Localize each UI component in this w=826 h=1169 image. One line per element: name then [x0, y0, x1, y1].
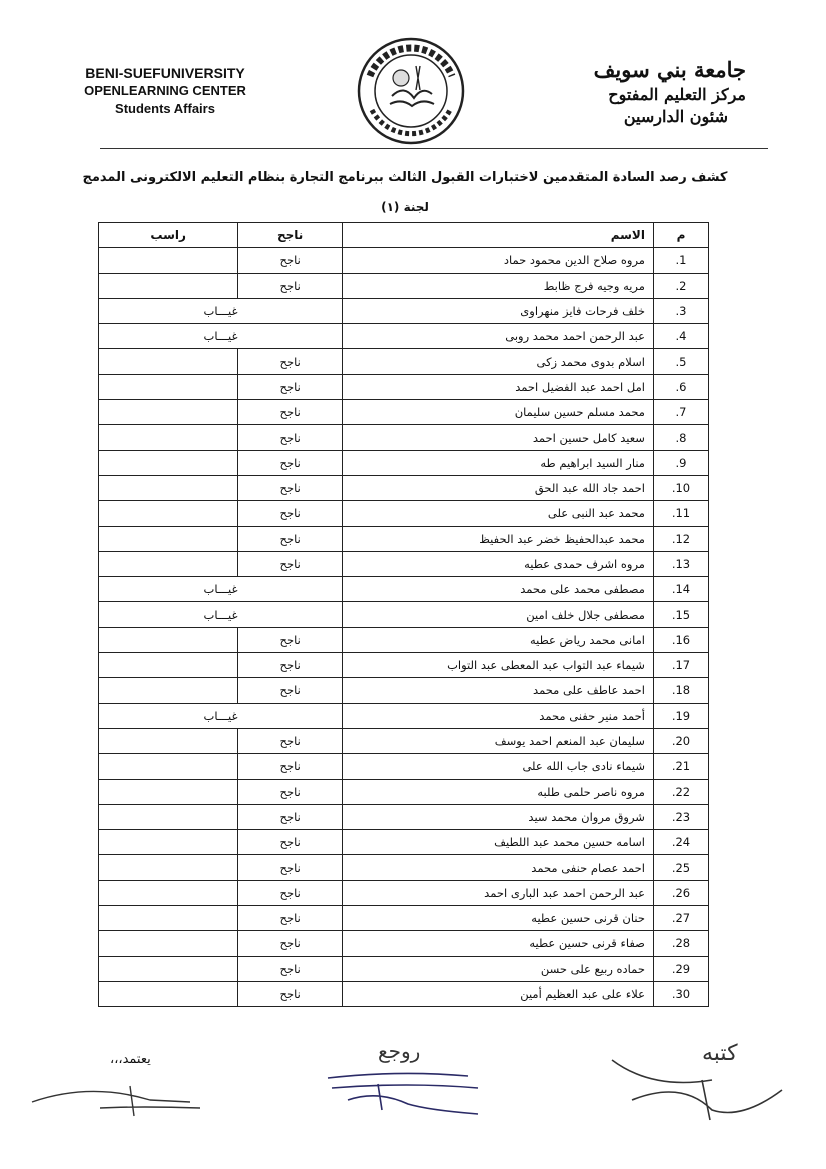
result-pass: ناجح — [238, 551, 343, 576]
center-name-ar: مركز التعليم المفتوح — [608, 85, 746, 104]
result-absent: غيـــاب — [99, 602, 343, 627]
student-name: احمد عاطف على محمد — [343, 678, 654, 703]
table-row — [99, 602, 709, 627]
result-pass: ناجح — [238, 349, 343, 374]
student-name: مصطفى جلال خلف امين — [343, 602, 654, 627]
result-fail-empty — [99, 248, 238, 273]
result-fail-empty — [99, 425, 238, 450]
student-name: منار السيد ابراهيم طه — [343, 450, 654, 475]
table-row — [99, 400, 709, 425]
table-row — [99, 703, 709, 728]
row-number: 3. — [653, 298, 708, 323]
student-name: عبد الرحمن احمد عبد البارى احمد — [343, 880, 654, 905]
result-fail-empty — [99, 678, 238, 703]
approved-label: يعتمد،،، — [110, 1052, 151, 1067]
student-name: احمد جاد الله عبد الحق — [343, 475, 654, 500]
table-row — [99, 754, 709, 779]
table-row — [99, 931, 709, 956]
student-name: اسامه حسين محمد عبد اللطيف — [343, 830, 654, 855]
result-pass: ناجح — [238, 450, 343, 475]
table-row — [99, 728, 709, 753]
table-row — [99, 324, 709, 349]
result-pass: ناجح — [238, 501, 343, 526]
student-name: سعيد كامل حسين احمد — [343, 425, 654, 450]
table-row — [99, 880, 709, 905]
table-row — [99, 248, 709, 273]
student-name: شيماء عبد التواب عبد المعطى عبد التواب — [343, 653, 654, 678]
result-pass: ناجح — [238, 678, 343, 703]
student-name: اسلام بدوى محمد زكى — [343, 349, 654, 374]
result-pass: ناجح — [238, 728, 343, 753]
result-pass: ناجح — [238, 880, 343, 905]
result-fail-empty — [99, 475, 238, 500]
table-row — [99, 526, 709, 551]
row-number: 26. — [653, 880, 708, 905]
row-number: 12. — [653, 526, 708, 551]
result-pass: ناجح — [238, 981, 343, 1006]
result-fail-empty — [99, 551, 238, 576]
result-fail-empty — [99, 526, 238, 551]
student-name: عبد الرحمن احمد محمد روبى — [343, 324, 654, 349]
table-row — [99, 779, 709, 804]
result-absent: غيـــاب — [99, 324, 343, 349]
student-name: خلف فرحات فايز منهراوى — [343, 298, 654, 323]
result-fail-empty — [99, 830, 238, 855]
table-row — [99, 349, 709, 374]
row-number: 22. — [653, 779, 708, 804]
result-fail-empty — [99, 855, 238, 880]
row-number: 10. — [653, 475, 708, 500]
row-number: 6. — [653, 374, 708, 399]
row-number: 20. — [653, 728, 708, 753]
row-number: 9. — [653, 450, 708, 475]
result-fail-empty — [99, 754, 238, 779]
department-name-en: Students Affairs — [115, 101, 215, 116]
student-name: محمد عبدالحفيظ خضر عبد الحفيظ — [343, 526, 654, 551]
result-pass: ناجح — [238, 425, 343, 450]
center-name-en: OPENLEARNING CENTER — [84, 83, 246, 98]
result-fail-empty — [99, 273, 238, 298]
row-number: 21. — [653, 754, 708, 779]
arabic-header — [526, 56, 746, 128]
table-row — [99, 956, 709, 981]
table-row — [99, 855, 709, 880]
reviewer-label: روجع — [378, 1039, 421, 1063]
result-pass: ناجح — [238, 273, 343, 298]
university-name-en: BENI-SUEFUNIVERSITY — [85, 65, 245, 81]
result-pass: ناجح — [238, 956, 343, 981]
table-row — [99, 425, 709, 450]
student-name: حنان قرنى حسين عطيه — [343, 906, 654, 931]
result-absent: غيـــاب — [99, 298, 343, 323]
row-number: 24. — [653, 830, 708, 855]
result-fail-empty — [99, 728, 238, 753]
reviewer-signature — [318, 1030, 498, 1120]
row-number: 17. — [653, 653, 708, 678]
student-name: شروق مروان محمد سيد — [343, 804, 654, 829]
row-number: 7. — [653, 400, 708, 425]
document-title: كشف رصد السادة المتقدمين لاختبارات القبول الثالث ببرنامج التجارة بنظام التعليم الالكترونى المدمج — [82, 170, 728, 185]
result-fail-empty — [99, 804, 238, 829]
row-number: 25. — [653, 855, 708, 880]
result-pass: ناجح — [238, 931, 343, 956]
row-number: 13. — [653, 551, 708, 576]
table-row — [99, 653, 709, 678]
student-name: مروه صلاح الدين محمود حماد — [343, 248, 654, 273]
col-pass-header: ناجح — [238, 223, 343, 248]
col-number-header: م — [653, 223, 708, 248]
result-pass: ناجح — [238, 374, 343, 399]
student-name: علاء على عبد العظيم أمين — [343, 981, 654, 1006]
result-fail-empty — [99, 349, 238, 374]
row-number: 28. — [653, 931, 708, 956]
row-number: 19. — [653, 703, 708, 728]
row-number: 29. — [653, 956, 708, 981]
row-number: 23. — [653, 804, 708, 829]
writer-label: كتبه — [702, 1041, 738, 1066]
student-name: أحمد منير حفنى محمد — [343, 703, 654, 728]
header-divider — [100, 148, 768, 149]
row-number: 15. — [653, 602, 708, 627]
student-name: امانى محمد رياض عطيه — [343, 627, 654, 652]
result-absent: غيـــاب — [99, 703, 343, 728]
result-pass: ناجح — [238, 754, 343, 779]
row-number: 30. — [653, 981, 708, 1006]
student-name: مروه ناصر حلمى طلبه — [343, 779, 654, 804]
result-pass: ناجح — [238, 779, 343, 804]
result-pass: ناجح — [238, 526, 343, 551]
row-number: 11. — [653, 501, 708, 526]
col-name-header: الاسم — [343, 223, 654, 248]
university-name-ar: جامعة بني سويف — [593, 57, 746, 82]
row-number: 4. — [653, 324, 708, 349]
result-pass: ناجح — [238, 248, 343, 273]
result-pass: ناجح — [238, 400, 343, 425]
result-fail-empty — [99, 374, 238, 399]
table-row — [99, 298, 709, 323]
table-row — [99, 830, 709, 855]
col-fail-header: راسب — [99, 223, 238, 248]
english-header — [40, 64, 290, 118]
table-row — [99, 627, 709, 652]
result-pass: ناجح — [238, 627, 343, 652]
writer-signature — [592, 1020, 792, 1130]
result-absent: غيـــاب — [99, 577, 343, 602]
row-number: 1. — [653, 248, 708, 273]
department-name-ar: شئون الدارسين — [623, 107, 728, 126]
table-row — [99, 981, 709, 1006]
result-fail-empty — [99, 653, 238, 678]
table-row — [99, 678, 709, 703]
results-rows — [99, 248, 709, 1007]
table-row — [99, 906, 709, 931]
student-name: سليمان عبد المنعم احمد يوسف — [343, 728, 654, 753]
result-fail-empty — [99, 400, 238, 425]
table-row — [99, 804, 709, 829]
student-name: احمد عصام حنفى محمد — [343, 855, 654, 880]
row-number: 2. — [653, 273, 708, 298]
row-number: 27. — [653, 906, 708, 931]
student-name: شيماء نادى جاب الله على — [343, 754, 654, 779]
student-name: صفاء قرنى حسين عطيه — [343, 931, 654, 956]
table-row — [99, 501, 709, 526]
result-fail-empty — [99, 627, 238, 652]
student-name: حماده ربيع على حسن — [343, 956, 654, 981]
result-pass: ناجح — [238, 830, 343, 855]
student-name: مروه اشرف حمدى عطيه — [343, 551, 654, 576]
row-number: 16. — [653, 627, 708, 652]
approver-signature — [30, 1072, 210, 1122]
row-number: 14. — [653, 577, 708, 602]
row-number: 5. — [653, 349, 708, 374]
table-header-row — [99, 223, 709, 248]
result-fail-empty — [99, 931, 238, 956]
student-name: مصطفى محمد على محمد — [343, 577, 654, 602]
student-name: مريه وجيه فرج ظابط — [343, 273, 654, 298]
table-row — [99, 273, 709, 298]
table-row — [99, 551, 709, 576]
result-fail-empty — [99, 779, 238, 804]
row-number: 8. — [653, 425, 708, 450]
student-name: محمد مسلم حسين سليمان — [343, 400, 654, 425]
result-fail-empty — [99, 880, 238, 905]
result-fail-empty — [99, 501, 238, 526]
results-table — [98, 222, 709, 1007]
result-pass: ناجح — [238, 804, 343, 829]
table-row — [99, 374, 709, 399]
student-name: محمد عبد النبى على — [343, 501, 654, 526]
table-row — [99, 577, 709, 602]
result-fail-empty — [99, 450, 238, 475]
student-name: امل احمد عبد الفضيل احمد — [343, 374, 654, 399]
result-fail-empty — [99, 981, 238, 1006]
result-pass: ناجح — [238, 906, 343, 931]
table-row — [99, 475, 709, 500]
table-row — [99, 450, 709, 475]
result-fail-empty — [99, 956, 238, 981]
result-pass: ناجح — [238, 475, 343, 500]
university-seal-logo — [356, 36, 466, 146]
result-pass: ناجح — [238, 855, 343, 880]
result-pass: ناجح — [238, 653, 343, 678]
committee-label: لجنة (١) — [381, 200, 429, 214]
result-fail-empty — [99, 906, 238, 931]
row-number: 18. — [653, 678, 708, 703]
